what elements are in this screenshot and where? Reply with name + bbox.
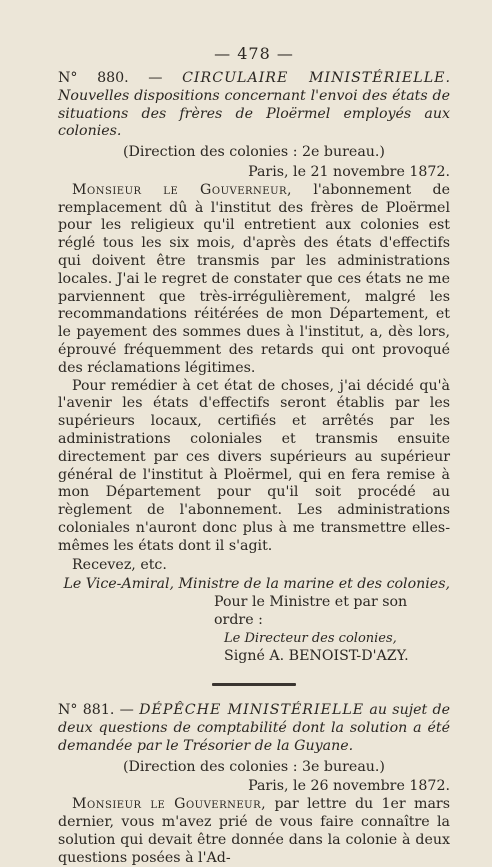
salutation: Monsieur le Gouverneur, [72, 181, 293, 198]
paragraph-text: par lettre du 1er mars dernier, vous m'avez prié de vous faire connaître la solution qui devait être donnée dans la colonie à deux questions posées à l'Ad- [58, 796, 450, 866]
page-number: — 478 — [214, 44, 294, 63]
document-number: N° 881. — [58, 702, 140, 719]
document-number: N° 880. — [58, 70, 183, 86]
document-header [58, 70, 450, 141]
direction-line: (Direction des colonies : 3e bureau.) [123, 758, 385, 775]
closing-line: Recevez, etc. [72, 556, 167, 573]
signature-name: Signé A. BENOIST-D'AZY. [224, 647, 409, 664]
signature-delegation: Pour le Ministre et par son ordre : [214, 594, 408, 628]
direction-line: (Direction des colonies : 2e bureau.) [123, 144, 385, 161]
signature-title: Le Vice-Amiral, Ministre de la marine et des colonies, [63, 576, 450, 593]
date-line: Paris, le 21 novembre 1872. [248, 163, 450, 180]
document-title: DÉPÊCHE MINISTÉRIELLE [139, 702, 365, 719]
paragraph-text: l'abonnement de remplacement dû à l'institut des frères de Ploërmel pour les religieux qu'il entretient aux colonies est réglé tous les six mois, d'après des états d'effectifs qui doivent être transmis par les administrations locales. J'ai le regret de constater que ces états ne me parviennent que très-irrégulièrement, malgré les recommandations réitérées de mon Département, et le payement des sommes dues à l'institut, a, dès lors, éprouvé fréquemment des retards qui ont provoqué des réclamations légitimes. [58, 181, 450, 376]
document-description: . Nouvelles dispositions concernant l'envoi des états de situations des frères de Ploërmel employés aux colonies. [58, 70, 450, 140]
section-divider [212, 683, 296, 686]
body-paragraph [58, 182, 450, 378]
document-880 [58, 70, 450, 665]
body-paragraph: Pour remédier à cet état de choses, j'ai décidé qu'à l'avenir les états d'effectifs seront établis par les supérieurs locaux, certifiés et arrêtés par les administrations coloniales et transmis ensuite directement par ces divers supérieurs au supérieur général de l'institut à Ploërmel, qui en fera remise à mon Département pour qu'il soit procédé au règlement de l'abonnement. Les administrations coloniales n'auront donc plus à me transmettre elles-mêmes les états dont il s'agit. [58, 377, 450, 554]
salutation: Monsieur le Gouverneur, [72, 796, 267, 813]
body-paragraph [58, 796, 450, 867]
document-title: CIRCULAIRE MINISTÉRIELLE [182, 70, 446, 86]
document-881 [58, 702, 450, 867]
date-line: Paris, le 26 novembre 1872. [248, 778, 450, 795]
document-description: au sujet de deux questions de comptabilité dont la solution a été demandée par le Trésorier de la Guyane. [58, 702, 450, 754]
signature-role: Le Directeur des colonies, [224, 630, 397, 646]
document-header [58, 702, 450, 755]
